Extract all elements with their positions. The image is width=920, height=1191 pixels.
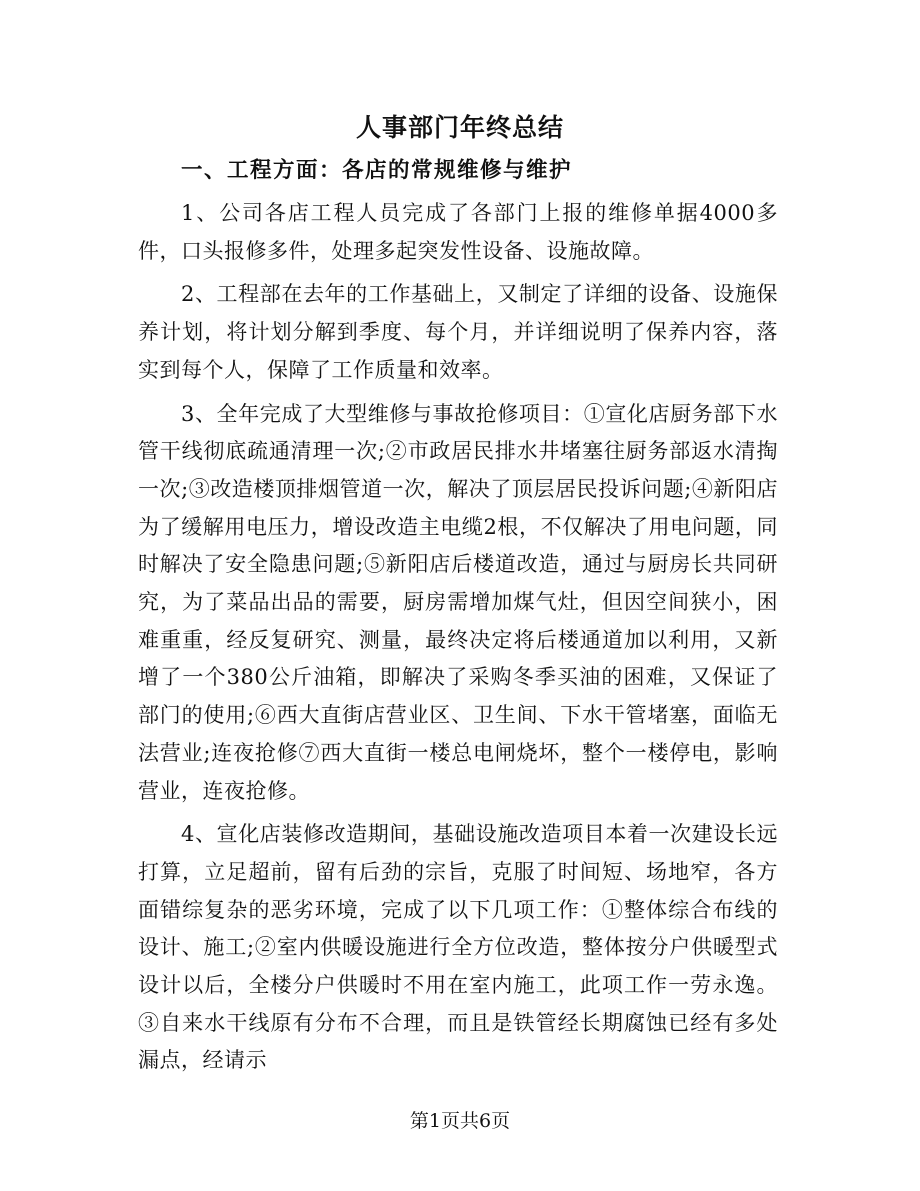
document-body (138, 154, 778, 1086)
section-heading: 一、工程方面：各店的常规维修与维护 (181, 158, 573, 183)
paragraph-2: 2、工程部在去年的工作基础上，又制定了详细的设备、设施保养计划，将计划分解到季度、每个月，并详细说明了保养内容，落实到每个人，保障了工作质量和效率。 (138, 282, 778, 382)
paragraph-1: 1、公司各店工程人员完成了各部门上报的维修单据4000多件，口头报修多件，处理多起突发性设备、设施故障。 (138, 201, 778, 263)
page-number-footer: 第1页共6页 (409, 1110, 511, 1132)
document-title: 人事部门年终总结 (355, 113, 564, 142)
paragraph-4: 4、宣化店装修改造期间，基础设施改造项目本着一次建设长远打算，立足超前，留有后劲的宗旨，克服了时间短、场地窄，各方面错综复杂的恶劣环境，完成了以下几项工作：①整体综合布线的设计、施工;②室内供暖设施进行全方位改造，整体按分户供暖型式设计以后，全楼分户供暖时不用在室内施工，此项工作一劳永逸。③自来水干线原有分布不合理，而且是铁管经长期腐蚀已经有多处漏点，经请示 (138, 822, 778, 1073)
paragraph-3: 3、全年完成了大型维修与事故抢修项目：①宣化店厨务部下水管干线彻底疏通清理一次;②市政居民排水井堵塞往厨务部返水清掏一次;③改造楼顶排烟管道一次，解决了顶层居民投诉问题;④新阳店为了缓解用电压力，增设改造主电缆2根，不仅解决了用电问题，同时解决了安全隐患问题;⑤新阳店后楼道改造，通过与厨房长共同研究，为了菜品出品的需要，厨房需增加煤气灶，但因空间狭小，困难重重，经反复研究、测量，最终决定将后楼通道加以利用，又新增了一个380公斤油箱，即解决了采购冬季买油的困难，又保证了部门的使用;⑥西大直街店营业区、卫生间、下水干管堵塞，面临无法营业;连夜抢修⑦西大直街一楼总电闸烧坏，整个一楼停电，影响营业，连夜抢修。 (138, 401, 778, 803)
